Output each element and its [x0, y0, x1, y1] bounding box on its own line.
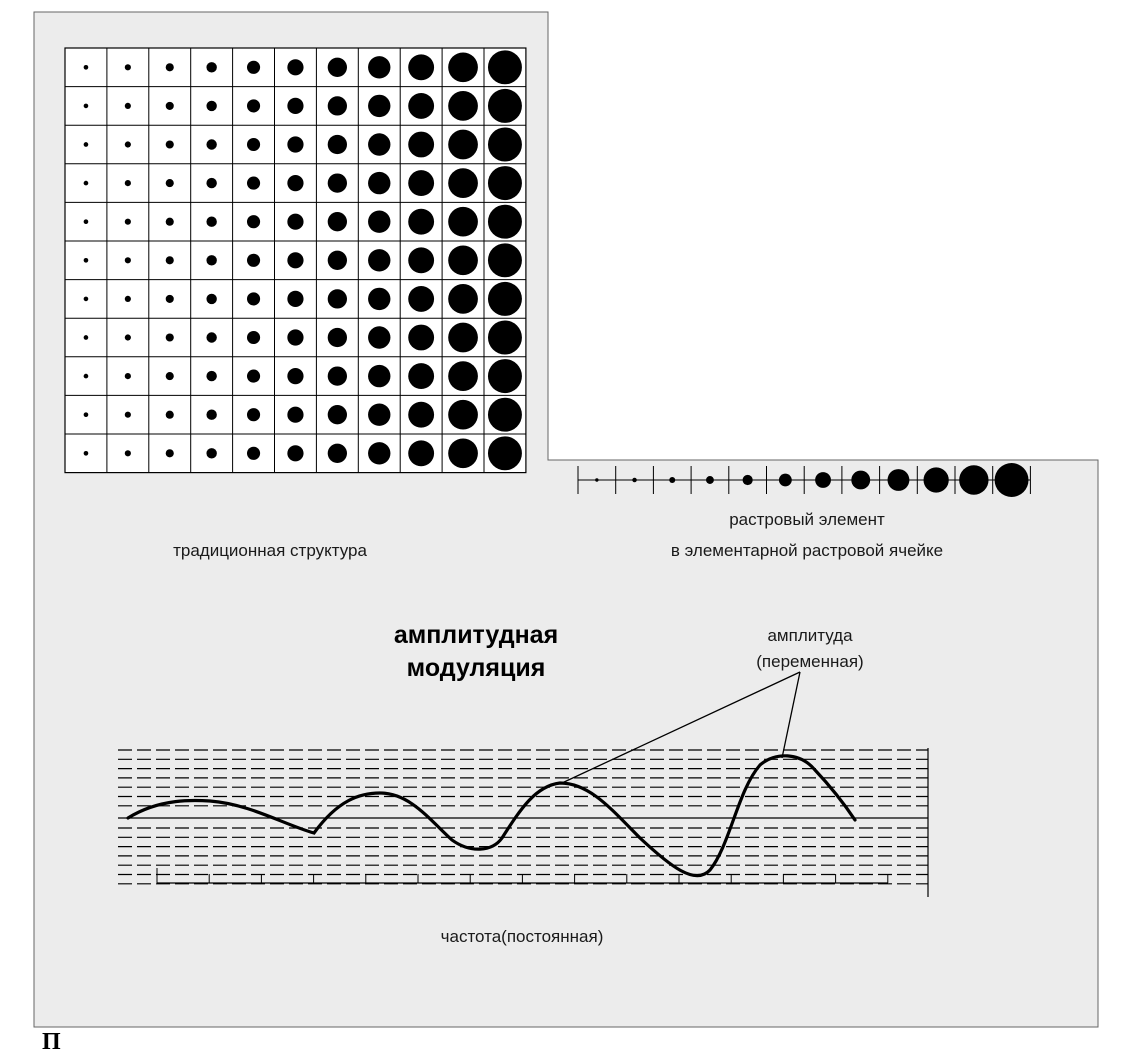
- halftone-dot: [287, 214, 303, 230]
- halftone-dot: [368, 404, 390, 426]
- amplitude-label-line1: амплитуда: [767, 626, 853, 645]
- halftone-dot: [488, 89, 522, 123]
- halftone-dot: [408, 363, 434, 389]
- halftone-dot: [84, 451, 89, 456]
- halftone-dot: [125, 219, 131, 225]
- halftone-dot: [125, 296, 131, 302]
- halftone-dot: [125, 103, 131, 109]
- frequency-label: частота(постоянная): [440, 927, 604, 946]
- halftone-dot: [125, 373, 131, 379]
- halftone-dot: [84, 412, 89, 417]
- halftone-dot: [247, 177, 260, 190]
- halftone-dot: [166, 256, 174, 264]
- halftone-dot: [328, 135, 347, 154]
- halftone-dot: [166, 63, 174, 71]
- halftone-dot: [247, 99, 260, 112]
- halftone-dot: [368, 288, 390, 310]
- halftone-dot: [408, 286, 434, 312]
- title-line1: амплитудная: [393, 621, 559, 649]
- halftone-dot: [166, 449, 174, 457]
- halftone-dot: [206, 448, 216, 458]
- halftone-dot: [206, 101, 216, 111]
- halftone-dot: [368, 365, 390, 387]
- halftone-dot: [448, 130, 478, 160]
- strip-dot: [924, 467, 949, 492]
- halftone-dot: [247, 254, 260, 267]
- halftone-dot: [206, 178, 216, 188]
- halftone-dot: [84, 181, 89, 186]
- halftone-dot: [408, 247, 434, 273]
- halftone-dot: [408, 132, 434, 158]
- halftone-dot: [448, 168, 478, 198]
- halftone-dot: [287, 329, 303, 345]
- halftone-dot: [247, 408, 260, 421]
- halftone-dot: [206, 371, 216, 381]
- halftone-dot: [368, 95, 390, 117]
- halftone-dot: [368, 56, 390, 78]
- halftone-dot: [328, 58, 347, 77]
- halftone-dot: [488, 359, 522, 393]
- raster-element-label-line2: в элементарной растровой ячейке: [670, 541, 944, 560]
- halftone-dot: [247, 215, 260, 228]
- halftone-dot: [328, 173, 347, 192]
- halftone-dot: [84, 142, 89, 147]
- halftone-dot: [488, 166, 522, 200]
- halftone-dot: [84, 335, 89, 340]
- halftone-dot: [206, 332, 216, 342]
- halftone-dot: [247, 292, 260, 305]
- strip-dot: [632, 478, 637, 483]
- halftone-dot: [328, 328, 347, 347]
- title-line2: модуляция: [406, 654, 546, 682]
- halftone-dot: [206, 255, 216, 265]
- halftone-dot: [408, 54, 434, 80]
- halftone-dot: [328, 212, 347, 231]
- halftone-dot: [287, 252, 303, 268]
- halftone-dot: [448, 91, 478, 121]
- halftone-dot: [448, 245, 478, 275]
- halftone-dot: [287, 291, 303, 307]
- halftone-dot: [488, 321, 522, 355]
- halftone-dot: [125, 64, 131, 70]
- halftone-dot: [408, 93, 434, 119]
- halftone-dot: [488, 436, 522, 470]
- halftone-dot: [368, 249, 390, 271]
- halftone-dot: [125, 450, 131, 456]
- halftone-dot: [368, 442, 390, 464]
- halftone-dot: [125, 180, 131, 186]
- halftone-dot: [247, 447, 260, 460]
- halftone-dot: [448, 438, 478, 468]
- halftone-dot: [408, 209, 434, 235]
- halftone-dot: [247, 61, 260, 74]
- halftone-dot: [166, 411, 174, 419]
- halftone-dot: [84, 374, 89, 379]
- strip-dot: [706, 476, 714, 484]
- halftone-dot: [247, 138, 260, 151]
- halftone-dot: [287, 59, 303, 75]
- halftone-dot: [448, 323, 478, 353]
- halftone-dot: [368, 172, 390, 194]
- halftone-dot: [125, 412, 131, 418]
- halftone-dot: [166, 372, 174, 380]
- halftone-dot: [328, 96, 347, 115]
- halftone-dot: [287, 136, 303, 152]
- halftone-dot: [247, 370, 260, 383]
- strip-dot: [851, 471, 870, 490]
- halftone-dot: [166, 295, 174, 303]
- halftone-dot: [368, 326, 390, 348]
- halftone-dot: [84, 104, 89, 109]
- traditional-structure-label: традиционная структура: [173, 541, 367, 560]
- halftone-dot: [206, 409, 216, 419]
- halftone-dot: [368, 211, 390, 233]
- halftone-dot: [206, 294, 216, 304]
- halftone-dot: [125, 141, 131, 147]
- strip-dot: [959, 465, 988, 494]
- caption-fragment: П: [42, 1029, 61, 1050]
- strip-dot: [888, 469, 910, 491]
- halftone-dot: [328, 405, 347, 424]
- halftone-dot: [408, 170, 434, 196]
- halftone-dot: [328, 444, 347, 463]
- halftone-dot: [206, 62, 216, 72]
- strip-dot: [815, 472, 831, 488]
- halftone-dot: [488, 243, 522, 277]
- halftone-dot: [287, 175, 303, 191]
- halftone-dot: [166, 140, 174, 148]
- strip-dot: [743, 475, 753, 485]
- halftone-dot: [166, 179, 174, 187]
- halftone-dot: [166, 102, 174, 110]
- halftone-dot: [84, 65, 89, 70]
- halftone-dot: [408, 440, 434, 466]
- halftone-dot: [488, 398, 522, 432]
- halftone-dot: [488, 205, 522, 239]
- halftone-dot: [125, 334, 131, 340]
- halftone-dot: [287, 445, 303, 461]
- halftone-dot: [488, 50, 522, 84]
- halftone-dot: [287, 368, 303, 384]
- halftone-dot: [408, 402, 434, 428]
- halftone-dot: [287, 98, 303, 114]
- halftone-dot: [328, 289, 347, 308]
- halftone-dot: [448, 361, 478, 391]
- halftone-dot: [84, 297, 89, 302]
- halftone-dot: [448, 284, 478, 314]
- halftone-dot: [84, 219, 89, 224]
- strip-dot: [669, 477, 675, 483]
- halftone-dot: [448, 207, 478, 237]
- halftone-dot: [408, 325, 434, 351]
- halftone-dot: [448, 400, 478, 430]
- strip-dot: [779, 474, 792, 487]
- halftone-dot: [287, 407, 303, 423]
- halftone-dot: [448, 52, 478, 82]
- strip-dot: [595, 478, 598, 481]
- halftone-dot: [84, 258, 89, 263]
- halftone-dot: [488, 128, 522, 162]
- halftone-dot: [488, 282, 522, 316]
- halftone-dot: [247, 331, 260, 344]
- halftone-dot: [328, 251, 347, 270]
- amplitude-label-line2: (переменная): [756, 652, 864, 671]
- halftone-dot: [166, 333, 174, 341]
- raster-element-label-line1: растровый элемент: [729, 510, 885, 529]
- halftone-grid: [65, 48, 526, 473]
- halftone-dot: [125, 257, 131, 263]
- strip-dot: [995, 463, 1029, 497]
- halftone-dot: [206, 139, 216, 149]
- halftone-dot: [166, 218, 174, 226]
- halftone-dot: [328, 366, 347, 385]
- halftone-dot: [206, 216, 216, 226]
- halftone-dot: [368, 133, 390, 155]
